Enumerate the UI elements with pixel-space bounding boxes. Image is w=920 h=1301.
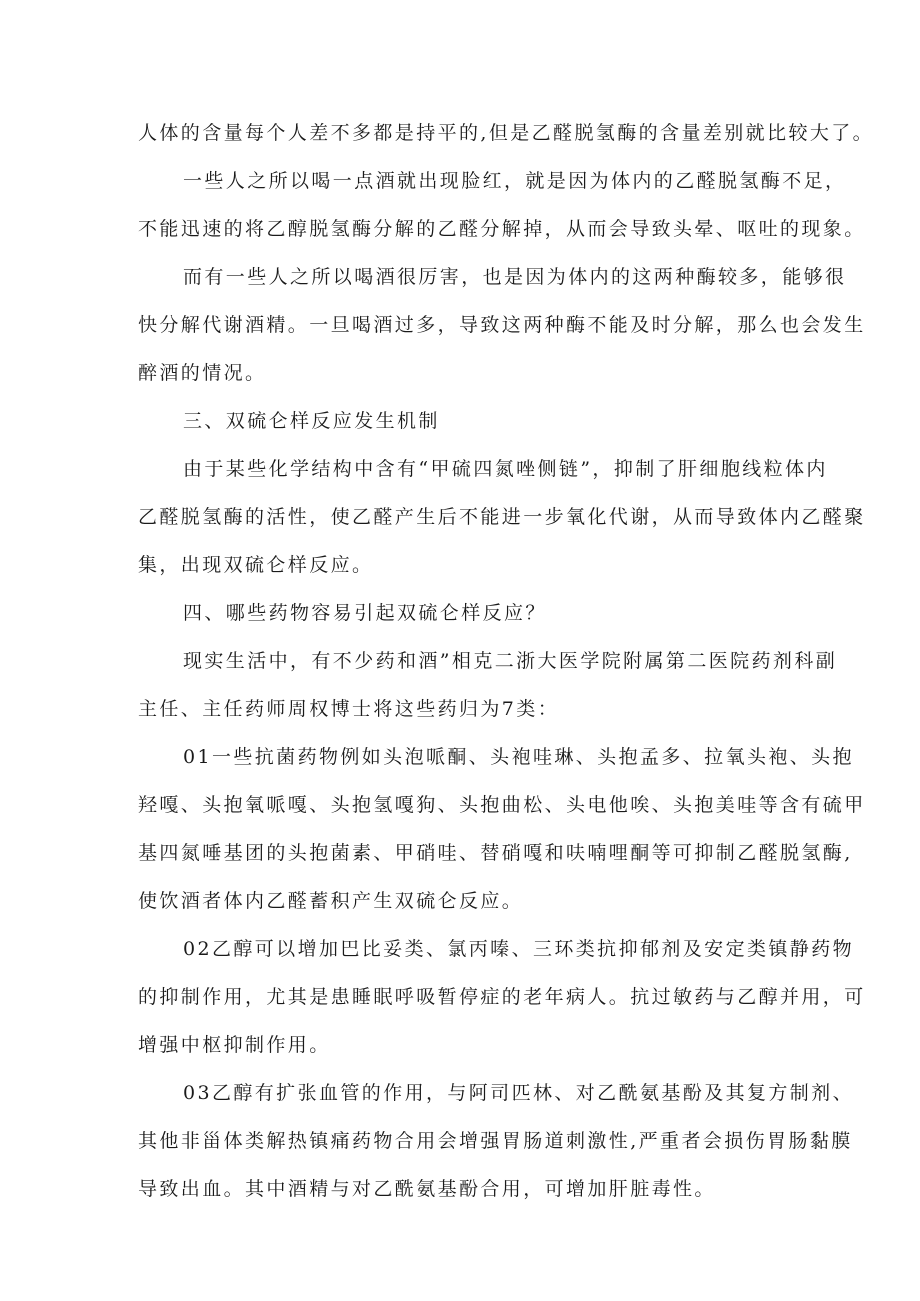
paragraph-line: 基四氮唾基团的头抱菌素、甲硝哇、替硝嘎和呋喃哩酮等可抑制乙醛脱氢酶,: [138, 842, 853, 864]
paragraph-line: 的抑制作用，尤其是患睡眠呼吸暂停症的老年病人。抗过敏药与乙醇并用，可: [138, 986, 866, 1008]
paragraph-line: 主任、主任药师周权博士将这些药归为7类：: [138, 698, 560, 720]
paragraph-line: 羟嘎、头抱氧哌嘎、头抱氢嘎狗、头抱曲松、头电他唉、头抱美哇等含有硫甲: [138, 794, 866, 816]
paragraph-line: 不能迅速的将乙醇脱氢酶分解的乙醛分解掉，从而会导致头晕、呕吐的现象。: [138, 218, 866, 240]
section-heading: 四、哪些药物容易引起双硫仑样反应？: [183, 602, 547, 624]
paragraph-line: 人体的含量每个人差不多都是持平的,但是乙醛脱氢酶的含量差别就比较大了。: [138, 122, 875, 144]
paragraph-line: 集，出现双硫仑样反应。: [138, 554, 374, 576]
paragraph-line: 增强中枢抑制作用。: [138, 1034, 331, 1056]
paragraph-line: 02乙醇可以增加巴比妥类、氯丙嗪、三环类抗抑郁剂及安定类镇静药物: [183, 938, 854, 960]
paragraph-line: 01一些抗菌药物例如头泡哌酮、头袍哇琳、头抱孟多、拉氧头袍、头抱: [183, 746, 854, 768]
paragraph-line: 由于某些化学结构中含有“甲硫四氮唑侧链”，抑制了肝细胞线粒体内: [183, 458, 828, 480]
section-heading: 三、双硫仑样反应发生机制: [183, 410, 440, 432]
paragraph-line: 现实生活中，有不少药和酒”相克二浙大医学院附属第二医院药剂科副: [183, 650, 838, 672]
paragraph-line: 使饮酒者体内乙醛蓄积产生双硫仑反应。: [138, 890, 524, 912]
paragraph-line: 一些人之所以喝一点酒就出现脸红，就是因为体内的乙醛脱氢酶不足，: [183, 170, 847, 192]
paragraph-line: 导致出血。其中酒精与对乙酰氨基酚合用，可增加肝脏毒性。: [138, 1178, 716, 1200]
paragraph-line: 03乙醇有扩张血管的作用，与阿司匹林、对乙酰氨基酚及其复方制剂、: [183, 1082, 854, 1104]
paragraph-line: 其他非甾体类解热镇痛药物合用会增强胃肠道刺激性,严重者会损伤胃肠黏膜: [138, 1130, 853, 1152]
paragraph-line: 醉酒的情况。: [138, 362, 267, 384]
paragraph-line: 乙醛脱氢酶的活性，使乙醛产生后不能进一步氧化代谢，从而导致体内乙醛聚: [138, 506, 866, 528]
paragraph-line: 而有一些人之所以喝酒很厉害，也是因为体内的这两种酶较多，能够很: [183, 266, 847, 288]
paragraph-line: 快分解代谢酒精。一旦喝酒过多，导致这两种酶不能及时分解，那么也会发生: [138, 314, 866, 336]
